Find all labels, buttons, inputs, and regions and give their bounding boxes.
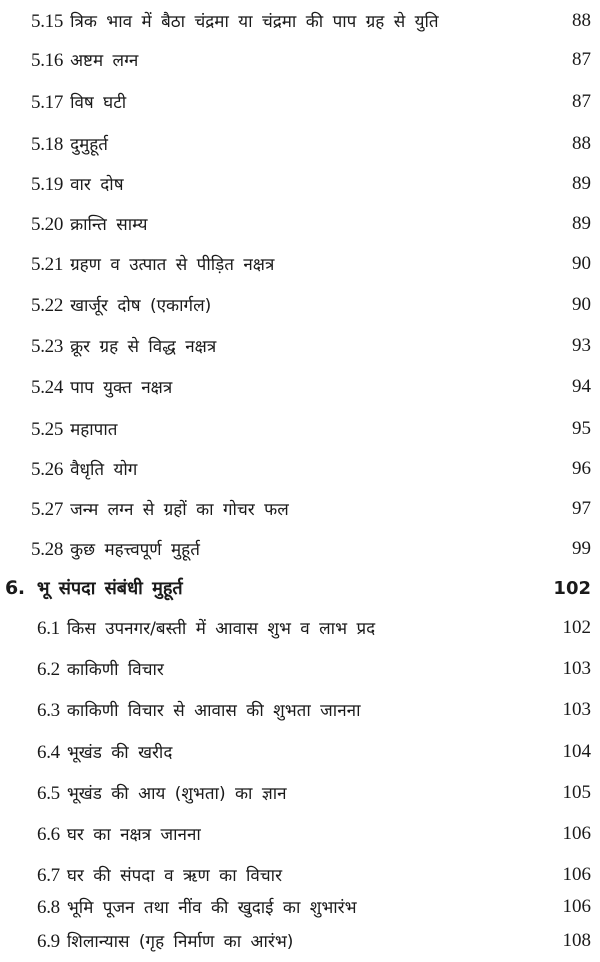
toc-entry-title: शिलान्यास (गृह निर्माण का आरंभ)	[66, 932, 294, 952]
toc-entry-title: क्रूर ग्रह से विद्ध नक्षत्र	[70, 337, 217, 357]
toc-entry-5-24	[0, 369, 600, 405]
toc-entry-page: 105	[562, 782, 591, 803]
toc-entry-number: 5.22	[31, 295, 64, 316]
toc-entry-number: 5.18	[31, 134, 64, 155]
toc-entry-5-18	[0, 126, 600, 162]
toc-entry-6-1	[0, 610, 600, 646]
toc-entry-title: खार्जूर दोष (एकार्गल)	[70, 296, 212, 316]
toc-entry-page: 89	[572, 213, 591, 234]
toc-entry-title: भूमि पूजन तथा नींव की खुदाई का शुभारंभ	[66, 898, 357, 918]
toc-entry-number: 5.26	[31, 459, 64, 480]
toc-entry-number: 6.8	[37, 897, 60, 918]
toc-entry-5-16	[0, 42, 600, 78]
toc-entry-title: क्रान्ति साम्य	[70, 215, 148, 235]
toc-entry-5-15	[0, 3, 600, 39]
toc-entry-6-4	[0, 734, 600, 770]
toc-chapter-6	[0, 570, 600, 606]
toc-entry-title: दुमुहूर्त	[70, 135, 108, 155]
toc-entry-5-21	[0, 246, 600, 282]
toc-entry-title: अष्टम लग्न	[70, 51, 139, 71]
toc-entry-5-28	[0, 531, 600, 567]
toc-entry-title: काकिणी विचार से आवास की शुभता जानना	[66, 701, 361, 721]
toc-entry-number: 6.2	[37, 659, 60, 680]
toc-entry-page: 103	[562, 699, 591, 720]
toc-entry-number: 6.6	[37, 824, 60, 845]
toc-entry-page: 87	[572, 91, 591, 112]
toc-entry-6-3	[0, 692, 600, 728]
toc-entry-title: वार दोष	[70, 175, 124, 195]
toc-entry-5-17	[0, 84, 600, 120]
toc-entry-title: विष घटी	[70, 93, 127, 113]
toc-entry-page: 90	[572, 253, 591, 274]
toc-entry-number: 6.1	[37, 618, 60, 639]
toc-entry-page: 96	[572, 458, 591, 479]
toc-entry-number: 5.28	[31, 539, 64, 560]
toc-entry-title: ग्रहण व उत्पात से पीड़ित नक्षत्र	[70, 255, 275, 275]
toc-entry-number: 5.20	[31, 214, 64, 235]
toc-entry-5-19	[0, 166, 600, 202]
toc-entry-number: 5.23	[31, 336, 64, 357]
toc-entry-5-25	[0, 411, 600, 447]
toc-entry-page: 89	[572, 173, 591, 194]
toc-entry-number: 5.16	[31, 50, 64, 71]
toc-entry-number: 5.24	[31, 377, 64, 398]
toc-entry-number: 6.7	[37, 865, 60, 886]
toc-entry-title: त्रिक भाव में बैठा चंद्रमा या चंद्रमा की पाप ग्रह से युति	[70, 12, 439, 32]
toc-entry-6-8	[0, 889, 600, 925]
toc-entry-6-5	[0, 775, 600, 811]
toc-entry-title: भूखंड की आय (शुभता) का ज्ञान	[66, 784, 287, 804]
toc-entry-number: 5.17	[31, 92, 64, 113]
toc-entry-page: 87	[572, 49, 591, 70]
toc-entry-page: 93	[572, 335, 591, 356]
toc-entry-page: 94	[572, 376, 591, 397]
toc-entry-number: 5.27	[31, 499, 64, 520]
toc-entry-6-6	[0, 816, 600, 852]
toc-entry-title: जन्म लग्न से ग्रहों का गोचर फल	[70, 500, 289, 520]
toc-entry-page: 88	[572, 10, 591, 31]
toc-entry-number: 6.5	[37, 783, 60, 804]
toc-entry-5-20	[0, 206, 600, 242]
toc-entry-title: घर का नक्षत्र जानना	[66, 825, 201, 845]
toc-entry-page: 95	[572, 418, 591, 439]
toc-entry-title: काकिणी विचार	[66, 660, 164, 680]
toc-entry-number: 6.4	[37, 742, 60, 763]
toc-entry-number: 5.25	[31, 419, 64, 440]
toc-entry-page: 103	[562, 658, 591, 679]
toc-entry-5-23	[0, 328, 600, 364]
toc-entry-6-9	[0, 923, 600, 959]
toc-entry-page: 88	[572, 133, 591, 154]
toc-entry-number: 5.19	[31, 174, 64, 195]
toc-entry-title: वैधृति योग	[70, 460, 138, 480]
toc-entry-5-27	[0, 491, 600, 527]
toc-entry-5-22	[0, 287, 600, 323]
toc-entry-6-2	[0, 651, 600, 687]
toc-entry-title: पाप युक्त नक्षत्र	[70, 378, 173, 398]
toc-entry-page: 104	[562, 741, 591, 762]
toc-entry-page: 102	[562, 617, 591, 638]
toc-entry-page: 106	[562, 864, 591, 885]
toc-entry-title: भूखंड की खरीद	[66, 743, 173, 763]
toc-chapter-page: 102	[553, 577, 591, 599]
toc-entry-title: कुछ महत्त्वपूर्ण मुहूर्त	[70, 540, 200, 560]
toc-entry-page: 99	[572, 538, 591, 559]
toc-entry-page: 106	[562, 823, 591, 844]
toc-entry-title: महापात	[70, 420, 118, 440]
toc-chapter-number: 6.	[5, 577, 25, 599]
toc-entry-title: किस उपनगर/बस्ती में आवास शुभ व लाभ प्रद	[66, 619, 376, 639]
toc-entry-page: 90	[572, 294, 591, 315]
toc-entry-6-7	[0, 857, 600, 893]
toc-entry-page: 106	[562, 896, 591, 917]
toc-entry-page: 97	[572, 498, 591, 519]
toc-entry-number: 5.21	[31, 254, 64, 275]
toc-entry-page: 108	[562, 930, 591, 951]
toc-chapter-title: भू संपदा संबंधी मुहूर्त	[36, 578, 183, 599]
toc-entry-number: 6.9	[37, 931, 60, 952]
toc-entry-number: 6.3	[37, 700, 60, 721]
toc-entry-number: 5.15	[31, 11, 64, 32]
toc-entry-5-26	[0, 451, 600, 487]
toc-entry-title: घर की संपदा व ऋण का विचार	[66, 866, 283, 886]
